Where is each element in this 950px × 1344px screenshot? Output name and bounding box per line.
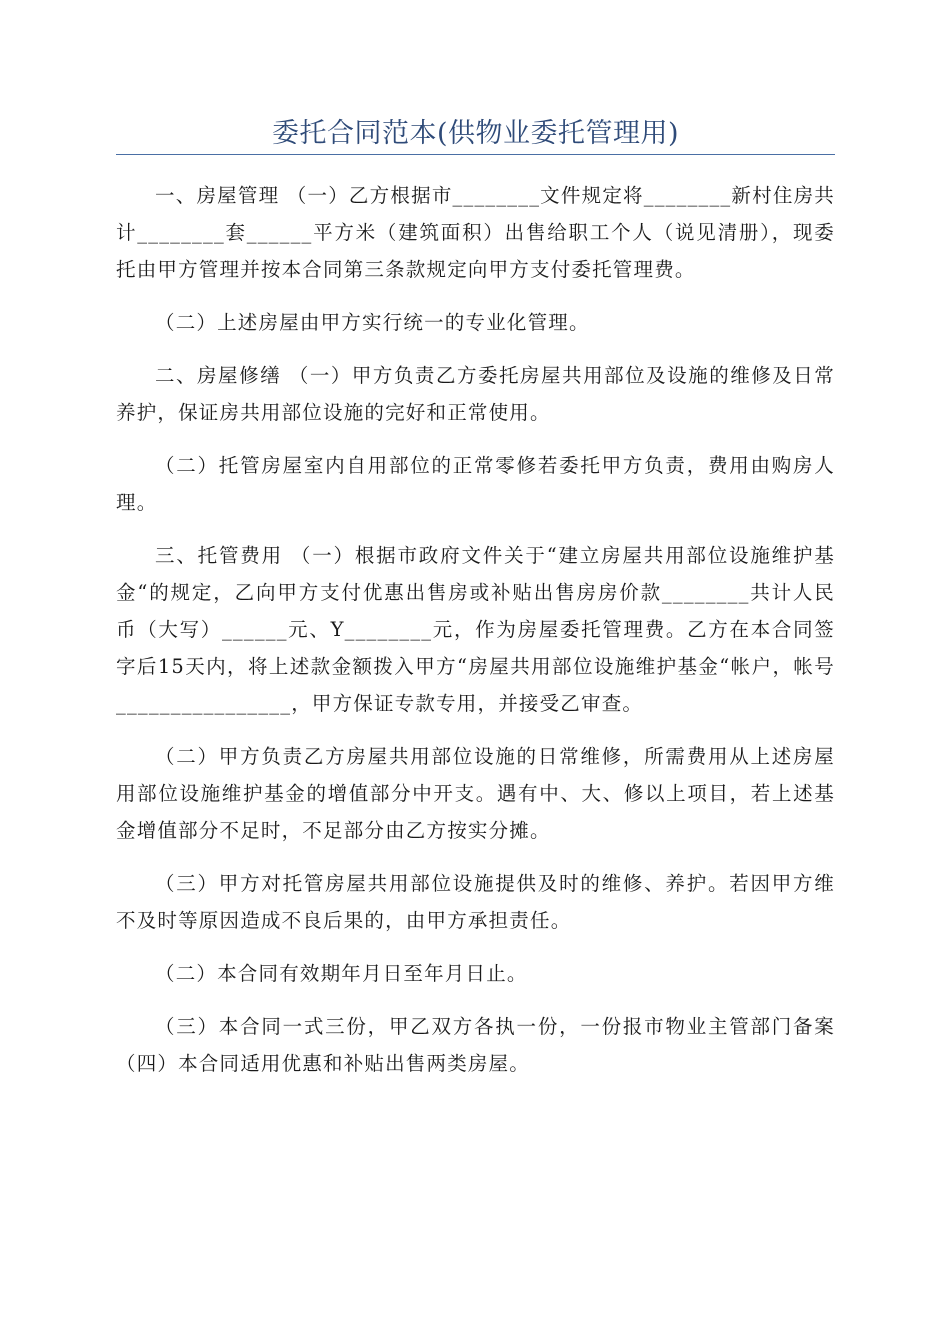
document-body	[116, 155, 835, 1082]
paragraph-house-management-2: （二）上述房屋由甲方实行统一的专业化管理。	[155, 311, 590, 334]
paragraph-term: （二）本合同有效期年月日至年月日止。	[155, 962, 528, 985]
paragraph-fees-3: （三）甲方对托管房屋共用部位设施提供及时的维修、养护。若因甲方维不及时等原因造成不良后果的，由甲方承担责任。	[116, 872, 835, 932]
paragraph-fees-1: 三、托管费用 （一）根据市政府文件关于“建立房屋共用部位设施维护基金“的规定，乙向甲方支付优惠出售房或补贴出售房房价款________共计人民币（大写）______元、Y________元，作为房屋委托管理费。乙方在本合同签字后15天内，将上述款金额拨入甲方“房屋共用部位设施维护基金“帐户，帐号________________，甲方保证专款专用，并接受乙审查。	[116, 544, 835, 715]
document-page	[116, 0, 835, 1098]
paragraph-fees-2: （二）甲方负责乙方房屋共用部位设施的日常维修，所需费用从上述房屋用部位设施维护基金的增值部分中开支。遇有中、大、修以上项目，若上述基金增值部分不足时，不足部分由乙方按实分摊。	[116, 745, 835, 842]
paragraph-copies: （三）本合同一式三份，甲乙双方各执一份，一份报市物业主管部门备案 （四）本合同适用优惠和补贴出售两类房屋。	[116, 1015, 835, 1075]
paragraph-repair-1: 二、房屋修缮 （一）甲方负责乙方委托房屋共用部位及设施的维修及日常养护，保证房共用部位设施的完好和正常使用。	[116, 364, 835, 424]
document-title: 委托合同范本(供物业委托管理用)	[271, 118, 680, 149]
paragraph-repair-2: （二）托管房屋室内自用部位的正常零修若委托甲方负责，费用由购房人理。	[116, 454, 835, 514]
paragraph-house-management-1: 一、房屋管理 （一）乙方根据市________文件规定将________新村住房共计________套______平方米（建筑面积）出售给职工个人（说见清册），现委托由甲方管理并按本合同第三条款规定向甲方支付委托管理费。	[116, 184, 835, 281]
